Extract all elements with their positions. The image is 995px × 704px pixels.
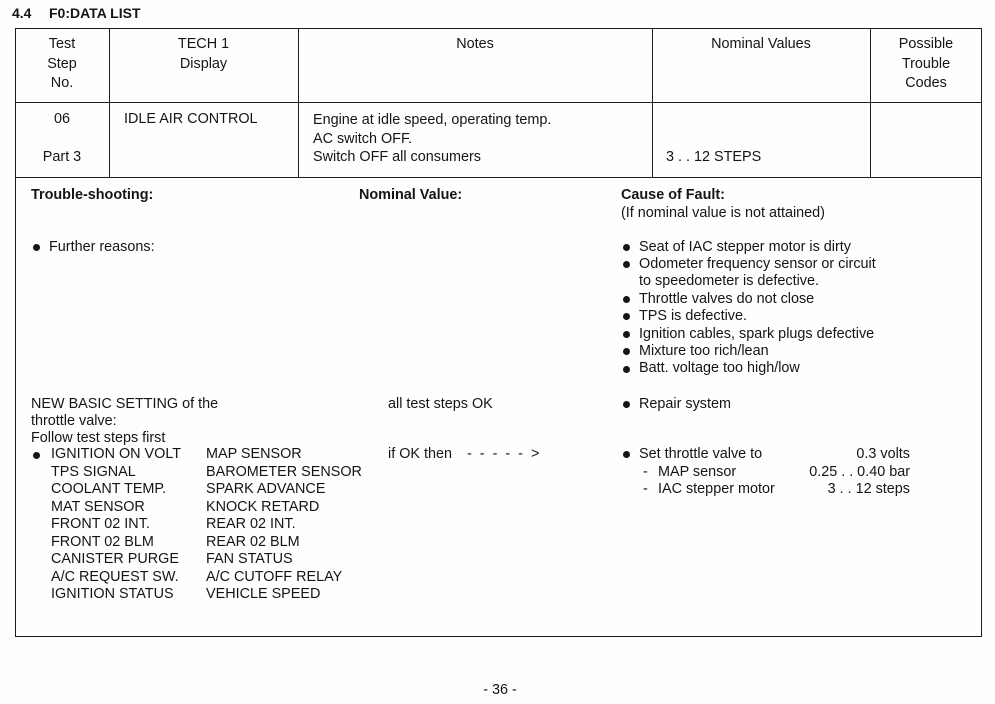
- list-item: SPARK ADVANCE: [206, 481, 326, 498]
- setting-row: [621, 464, 910, 482]
- setting-value: 0.25 . . 0.40 bar: [809, 463, 910, 480]
- header-line: Nominal Values: [711, 36, 811, 52]
- header-tech1-display: [109, 35, 298, 74]
- list-item: TPS SIGNAL: [51, 463, 136, 480]
- header-test-step: [15, 35, 109, 94]
- list-item: IGNITION ON VOLT: [51, 446, 182, 463]
- test-step-part: Part 3: [42, 148, 82, 165]
- bullet-icon: [623, 261, 630, 268]
- header-trouble-codes: [870, 35, 982, 94]
- row-notes: [313, 111, 551, 167]
- setting-value: 3 . . 12 steps: [827, 481, 910, 498]
- basic-setting-line: NEW BASIC SETTING of the: [31, 395, 219, 412]
- parameter-list-column-1: [51, 446, 181, 604]
- basic-setting-nominal: all test steps OK: [388, 395, 493, 412]
- list-item: KNOCK RETARD: [206, 498, 320, 515]
- header-line: Possible: [898, 36, 954, 52]
- cause-of-fault-heading: Cause of Fault:: [621, 186, 725, 203]
- list-item: COOLANT TEMP.: [51, 481, 167, 498]
- list-item: [621, 291, 961, 308]
- basic-setting-line: Follow test steps first: [31, 429, 166, 446]
- list-item: VEHICLE SPEED: [206, 586, 321, 603]
- cause-of-fault-note: (If nominal value is not attained): [621, 204, 825, 221]
- nominal-value-heading: Nominal Value:: [359, 186, 463, 203]
- cause-text: TPS is defective.: [639, 308, 747, 325]
- list-item: A/C CUTOFF RELAY: [206, 568, 343, 585]
- list-item: FAN STATUS: [206, 551, 293, 568]
- cause-text: Seat of IAC stepper motor is dirty: [639, 238, 851, 255]
- cause-text: Mixture too rich/lean: [639, 342, 769, 359]
- basic-setting-line: throttle valve:: [31, 412, 117, 429]
- header-line: Step: [47, 55, 77, 72]
- header-line: TECH 1: [177, 36, 230, 52]
- troubleshooting-heading: Trouble-shooting:: [31, 186, 154, 203]
- further-reasons-label: Further reasons:: [49, 238, 155, 255]
- bullet-icon: [623, 451, 630, 458]
- list-item: [621, 343, 961, 360]
- list-item: [621, 256, 961, 291]
- bullet-icon: [33, 452, 40, 459]
- header-line: Codes: [905, 75, 947, 91]
- note-line: Engine at idle speed, operating temp.: [313, 112, 552, 128]
- list-item: FRONT 02 BLM: [51, 533, 154, 550]
- list-item: [621, 326, 961, 343]
- if-ok-label: if OK then: [388, 446, 452, 463]
- header-notes: [298, 35, 652, 55]
- section-title: F0:DATA LIST: [49, 5, 141, 21]
- list-item: [621, 360, 961, 377]
- tech1-display-value: IDLE AIR CONTROL: [124, 111, 258, 127]
- list-item: REAR 02 BLM: [206, 533, 300, 550]
- arrow-icon: - - - - - >: [467, 446, 542, 463]
- header-line: No.: [50, 75, 74, 91]
- cause-text: Throttle valves do not close: [639, 290, 815, 307]
- list-item: FRONT 02 INT.: [51, 516, 150, 533]
- header-line: Test: [48, 36, 76, 52]
- list-item: REAR 02 INT.: [206, 516, 296, 533]
- page-number: - 36 -: [483, 681, 517, 698]
- row-nominal-value: 3 . . 12 STEPS: [666, 148, 762, 165]
- setting-row: [621, 481, 910, 499]
- header-nominal-values: [652, 35, 870, 55]
- basic-setting-text: [31, 396, 218, 447]
- dash-marker: -: [643, 481, 648, 498]
- note-line: Switch OFF all consumers: [313, 149, 481, 165]
- list-item: A/C REQUEST SW.: [51, 568, 179, 585]
- cause-text: Ignition cables, spark plugs defective: [639, 325, 875, 342]
- cause-text: Batt. voltage too high/low: [639, 360, 800, 377]
- row-divider: [15, 177, 982, 178]
- setting-label: IAC stepper motor: [658, 481, 775, 498]
- dash-marker: -: [643, 463, 648, 480]
- bullet-icon: [623, 313, 630, 320]
- list-item: CANISTER PURGE: [51, 551, 179, 568]
- setting-label: MAP sensor: [658, 463, 737, 480]
- bullet-icon: [623, 331, 630, 338]
- bullet-icon: [623, 348, 630, 355]
- cause-text: Repair system: [639, 395, 731, 412]
- cause-text: to speedometer is defective.: [639, 273, 819, 290]
- list-item: [621, 396, 731, 413]
- setting-value: 0.3 volts: [856, 446, 910, 463]
- header-line: Notes: [456, 36, 494, 52]
- fault-causes-list: [621, 239, 961, 378]
- bullet-icon: [623, 244, 630, 251]
- test-step-number: 06: [53, 111, 70, 127]
- list-item: [621, 308, 961, 325]
- note-line: AC switch OFF.: [313, 130, 413, 147]
- setting-label: Set throttle valve to: [639, 446, 763, 463]
- list-item: IGNITION STATUS: [51, 586, 174, 603]
- cause-text: Odometer frequency sensor or circuit: [639, 255, 876, 272]
- basic-setting-cause: [621, 396, 731, 413]
- section-number: 4.4: [12, 5, 32, 21]
- list-item: [621, 239, 961, 256]
- bullet-icon: [623, 401, 630, 408]
- list-item: MAT SENSOR: [51, 498, 145, 515]
- list-item: BAROMETER SENSOR: [206, 463, 362, 480]
- bullet-icon: [623, 296, 630, 303]
- header-divider: [15, 102, 982, 103]
- header-line: Display: [179, 55, 228, 72]
- bullet-icon: [623, 366, 630, 373]
- list-item: MAP SENSOR: [206, 446, 302, 463]
- parameter-list-column-2: [206, 446, 362, 604]
- throttle-setting-block: [621, 446, 910, 499]
- bullet-icon: [33, 244, 40, 251]
- setting-row: [621, 446, 910, 464]
- header-line: Trouble: [901, 55, 951, 72]
